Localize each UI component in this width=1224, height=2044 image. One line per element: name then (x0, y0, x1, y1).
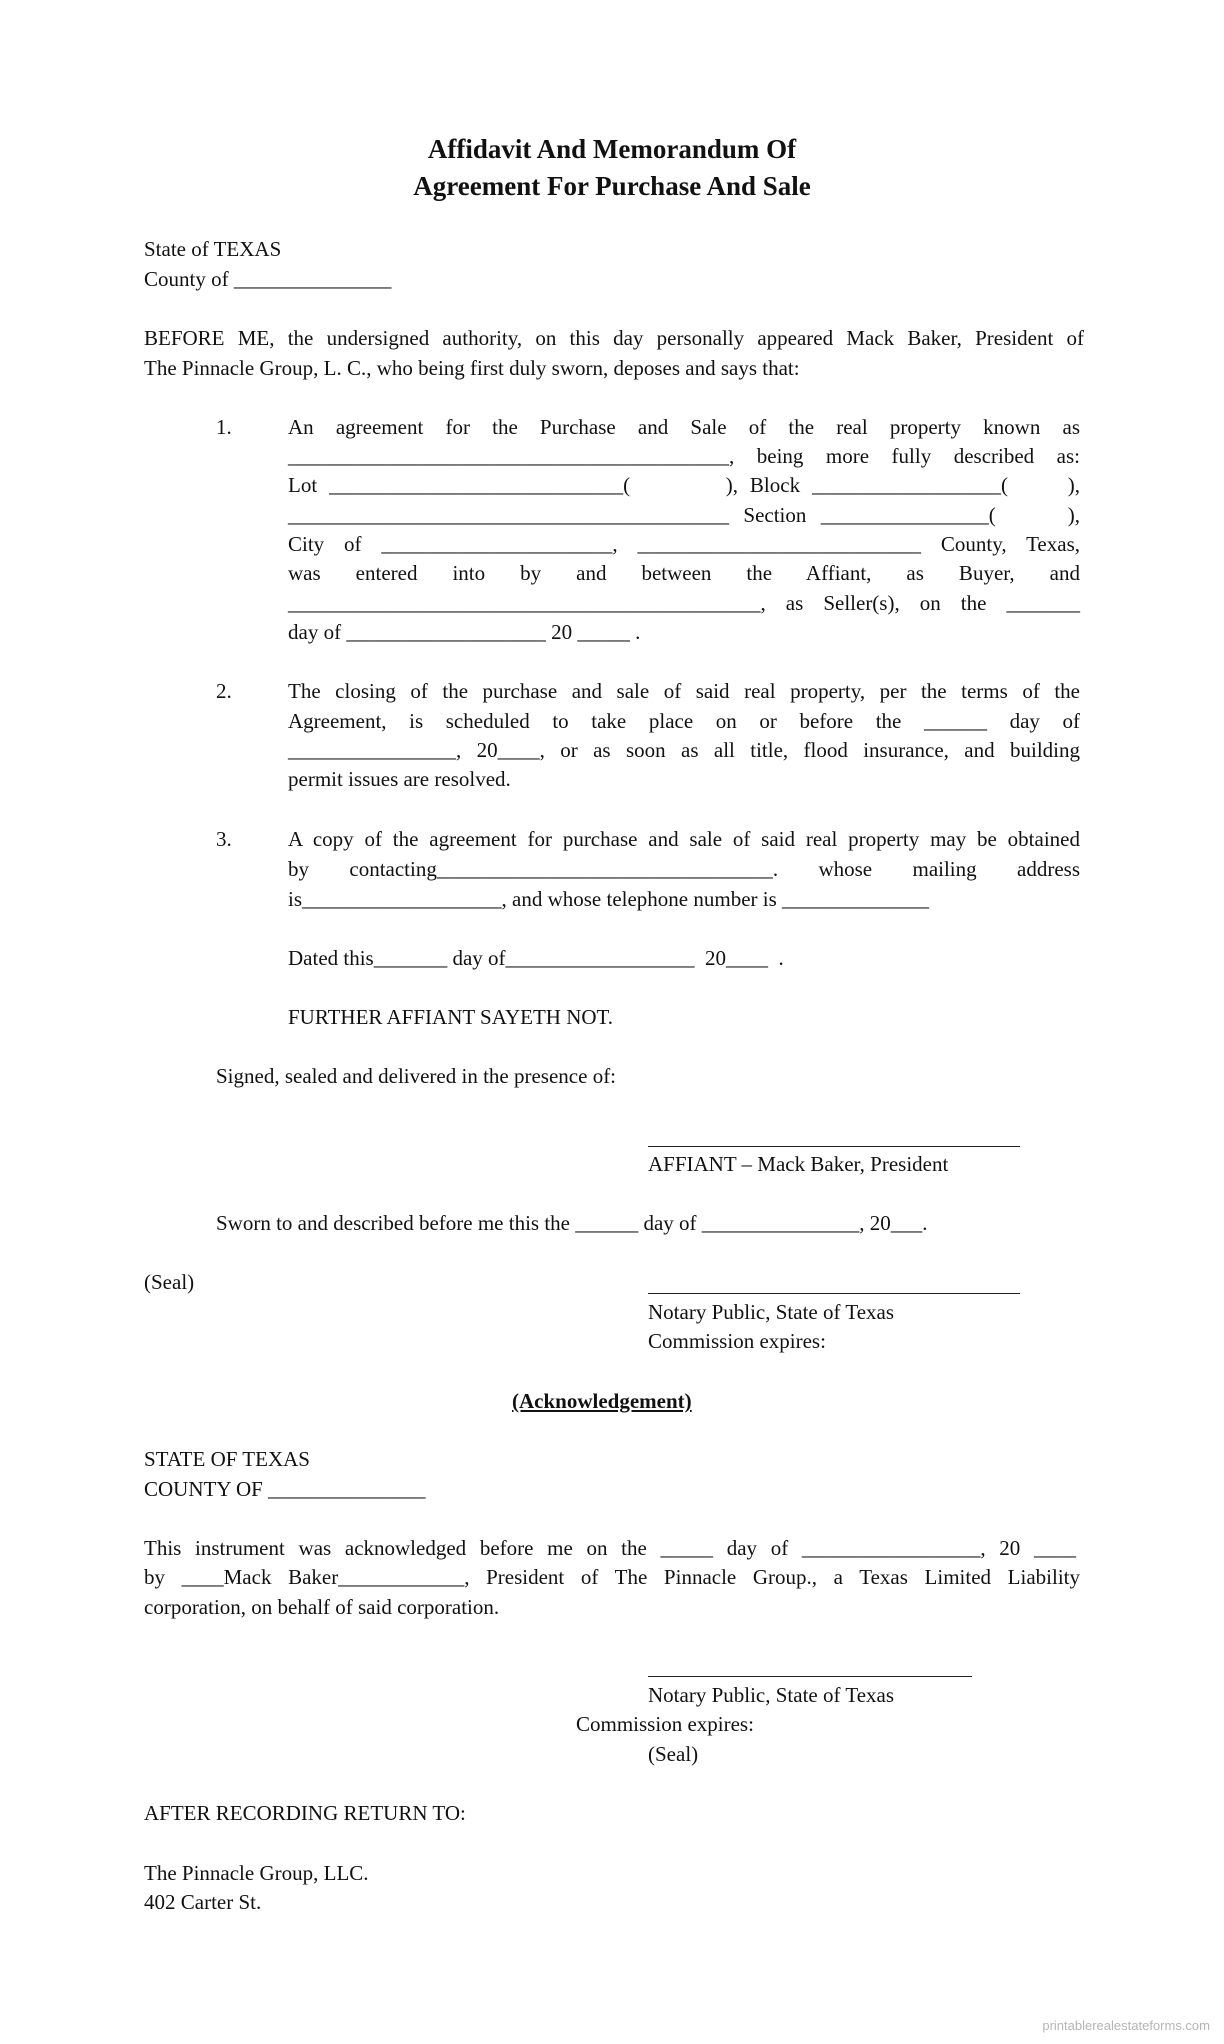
affiant-caption: AFFIANT – Mack Baker, President (648, 1152, 949, 1176)
ack-notary-signature-rule (648, 1676, 972, 1677)
document-title-line1: Affidavit And Memorandum Of (427, 134, 797, 164)
seal-label: (Seal) (144, 1270, 195, 1294)
item1-number: 1. (216, 415, 232, 439)
affiant-signature-rule (648, 1146, 1020, 1147)
return-name: The Pinnacle Group, LLC. (144, 1861, 369, 1885)
item1-line6: was entered into by and between the Affiant, as Buyer, and (288, 561, 1080, 585)
item2-line3: ________________, 20____, or as soon as all title, flood insurance, and building (288, 738, 1080, 762)
item3-line2: by contacting________________________________. whose mailing address (288, 857, 1080, 881)
ack-state: STATE OF TEXAS (144, 1447, 310, 1471)
ack-line2: by ____Mack Baker____________, President of The Pinnacle Group., a Texas Limited Liability (144, 1565, 1080, 1589)
item1-line1: An agreement for the Purchase and Sale of the real property known as (288, 415, 1080, 439)
ack-commission-expires: Commission expires: (576, 1712, 754, 1736)
item3-line1: A copy of the agreement for purchase and sale of said real property may be obtained (288, 827, 1080, 851)
item1-line5: City of ______________________, ___________________________ County, Texas, (288, 532, 1080, 556)
item1-line3: Lot ____________________________( ), Block __________________( ), (288, 473, 1080, 497)
item1-line7: _____________________________________________, as Seller(s), on the _______ (288, 591, 1080, 615)
site-watermark: printablerealestateforms.com (1042, 2018, 1210, 2033)
notary-caption: Notary Public, State of Texas (648, 1300, 895, 1324)
ack-line3: corporation, on behalf of said corporation. (144, 1595, 500, 1619)
document-title-line2: Agreement For Purchase And Sale (413, 171, 811, 201)
acknowledgement-heading: (Acknowledgement) (512, 1389, 692, 1413)
venue-state: State of TEXAS (144, 237, 282, 261)
item3-number: 3. (216, 827, 232, 851)
ack-line1: This instrument was acknowledged before me on the _____ day of _________________, 20 ____ (144, 1536, 1076, 1560)
item2-number: 2. (216, 679, 232, 703)
ack-seal-label: (Seal) (648, 1742, 699, 1766)
item1-line8: day of ___________________ 20 _____ . (288, 620, 641, 644)
item2-line4: permit issues are resolved. (288, 767, 511, 791)
item1-line2: __________________________________________, being more fully described as: (288, 444, 1080, 468)
item2-line1: The closing of the purchase and sale of said real property, per the terms of the (288, 679, 1080, 703)
item2-line2: Agreement, is scheduled to take place on or before the ______ day of (288, 709, 1080, 733)
item3-line3: is___________________, and whose telephone number is ______________ (288, 887, 930, 911)
intro-line2: The Pinnacle Group, L. C., who being first duly sworn, deposes and says that: (144, 356, 800, 380)
dated-line: Dated this_______ day of__________________ 20____ . (288, 946, 784, 970)
sworn-line: Sworn to and described before me this the ______ day of _______________, 20___. (216, 1211, 928, 1235)
commission-expires: Commission expires: (648, 1329, 826, 1353)
venue-county: County of _______________ (144, 267, 392, 291)
further-affiant-line: FURTHER AFFIANT SAYETH NOT. (288, 1005, 614, 1029)
return-address: 402 Carter St. (144, 1890, 262, 1914)
ack-county: COUNTY OF _______________ (144, 1477, 426, 1501)
intro-line1: BEFORE ME, the undersigned authority, on this day personally appeared Mack Baker, President of (144, 326, 1084, 350)
notary-signature-rule (648, 1293, 1020, 1294)
after-recording-label: AFTER RECORDING RETURN TO: (144, 1801, 466, 1825)
signed-sealed-line: Signed, sealed and delivered in the presence of: (216, 1064, 617, 1088)
ack-notary-caption: Notary Public, State of Texas (648, 1683, 895, 1707)
item1-line4: __________________________________________ Section ________________( ), (288, 503, 1080, 527)
